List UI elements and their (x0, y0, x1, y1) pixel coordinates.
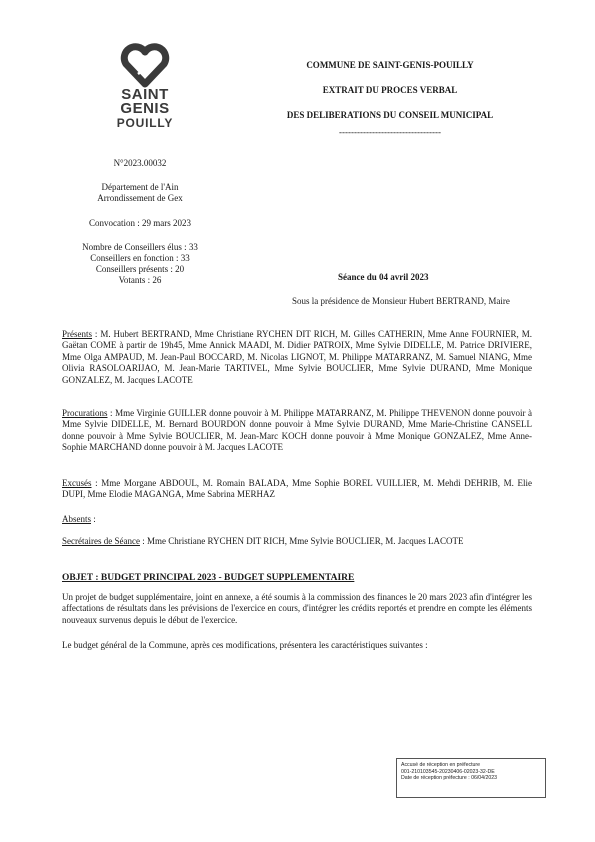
deliberations-title: DES DELIBERATIONS DU CONSEIL MUNICIPAL (286, 110, 494, 120)
absents-text: : (91, 514, 96, 524)
excuses-label: Excusés (62, 478, 92, 488)
stamp-line-2: 001-210103545-20230406-02023-32-DE (401, 768, 495, 775)
stamp-line-3: Date de réception préfecture : 06/04/2023 (401, 775, 498, 781)
presents-label: Présents (62, 329, 92, 339)
conseillers-presents: Conseillers présents : 20 (95, 264, 185, 274)
presents-paragraph (62, 329, 532, 386)
logo-line-1: SAINT (121, 86, 169, 103)
objet-title: OBJET : BUDGET PRINCIPAL 2023 - BUDGET SUPPLEMENTAIRE (62, 573, 355, 583)
seance-date: Séance du 04 avril 2023 (338, 272, 429, 282)
stamp-line-1: Accusé de réception en préfecture (401, 762, 481, 768)
excuses-paragraph (62, 478, 532, 501)
absents-label: Absents (62, 514, 91, 524)
heart-logo-icon (100, 42, 190, 88)
body-paragraph-2: Le budget général de la Commune, après ces modifications, présentera les caractéristiques suivantes : (62, 640, 428, 650)
body-paragraph-1: Un projet de budget supplémentaire, joint en annexe, a été soumis à la commission des finances le 20 mars 2023 afin d'intégrer les affectations de résultats dans les prévisions de l'exercice en cours, d'intégrer les crédits reportés et prendre en compte les éléments nouveaux survenus depuis le début de l'exercice. (62, 592, 532, 625)
document-header (250, 60, 530, 152)
commune-logo (100, 42, 190, 130)
absents-paragraph (62, 514, 532, 525)
departement: Département de l'Ain (101, 182, 179, 192)
logo-line-3: POUILLY (116, 116, 174, 130)
prefecture-receipt-stamp (396, 758, 546, 798)
logo-line-2: GENIS (120, 100, 170, 117)
conseillers-fonction: Conseillers en fonction : 33 (90, 253, 190, 263)
excuses-text: : Mme Morgane ABDOUL, M. Romain BALADA, Mme Sophie BOREL VUILLIER, M. Mehdi DEHRIB, M. Elie DUPI, Mme Elodie MAGANGA, Mme Sabrina MERHAZ (62, 478, 532, 500)
secretaires-label: Secrétaires de Séance (62, 536, 140, 546)
deliberation-number: N°2023.00032 (113, 158, 167, 168)
votants: Votants : 26 (118, 275, 162, 285)
convocation-date: Convocation : 29 mars 2023 (89, 218, 191, 228)
commune-title: COMMUNE DE SAINT-GENIS-POUILLY (306, 60, 474, 70)
departement-info (60, 182, 220, 204)
secretaires-paragraph (62, 536, 532, 547)
conseillers-elus: Nombre de Conseillers élus : 33 (82, 242, 198, 252)
procurations-text: : Mme Virginie GUILLER donne pouvoir à M. Philippe MATARRANZ, M. Philippe THEVENON donne pouvoir à Mme Sylvie DIDELLE, M. Bernard BOURDON donne pouvoir à Mme Sylvie DURAND, Mme Marie-Christine CANSELL donne pouvoir à Mme Sylvie BOUCLIER, M. Jean-Marc KOCH donne pouvoir à Mme Monique GONZALEZ, Mme Anne-Sophie MARCHAND donne pouvoir à M. Jacques LACOTE (62, 408, 532, 453)
header-separator: ---------------------------------- (339, 127, 441, 137)
presents-text: : M. Hubert BERTRAND, Mme Christiane RYCHEN DIT RICH, M. Gilles CATHERIN, Mme Anne FOURNIER, M. Gaëtan COME à partir de 19h45, Mme Annick MAADI, M. Didier PATROIX, Mme Sylvie DIDELLE, M. Patrice DRIVIERE, Mme Olga AMPAUD, M. Jean-Paul BOCCARD, M. Nicolas LIGNOT, M. Philippe MATARRANZ, M. Samuel NIANG, Mme Olivia RASOLOARIJAO, M. Jean-Marie TARTIVEL, Mme Sylvie BOUCLIER, Mme Sylvie DURAND, Mme Monique GONZALEZ, M. Jacques LACOTE (62, 329, 532, 385)
seance-presidence: Sous la présidence de Monsieur Hubert BERTRAND, Maire (292, 296, 510, 306)
procurations-paragraph (62, 408, 532, 454)
secretaires-text: : Mme Christiane RYCHEN DIT RICH, Mme Sylvie BOUCLIER, M. Jacques LACOTE (139, 536, 464, 546)
council-counts (60, 242, 220, 286)
procurations-label: Procurations (62, 408, 108, 418)
arrondissement: Arrondissement de Gex (97, 193, 183, 203)
extrait-title: EXTRAIT DU PROCES VERBAL (322, 85, 458, 95)
